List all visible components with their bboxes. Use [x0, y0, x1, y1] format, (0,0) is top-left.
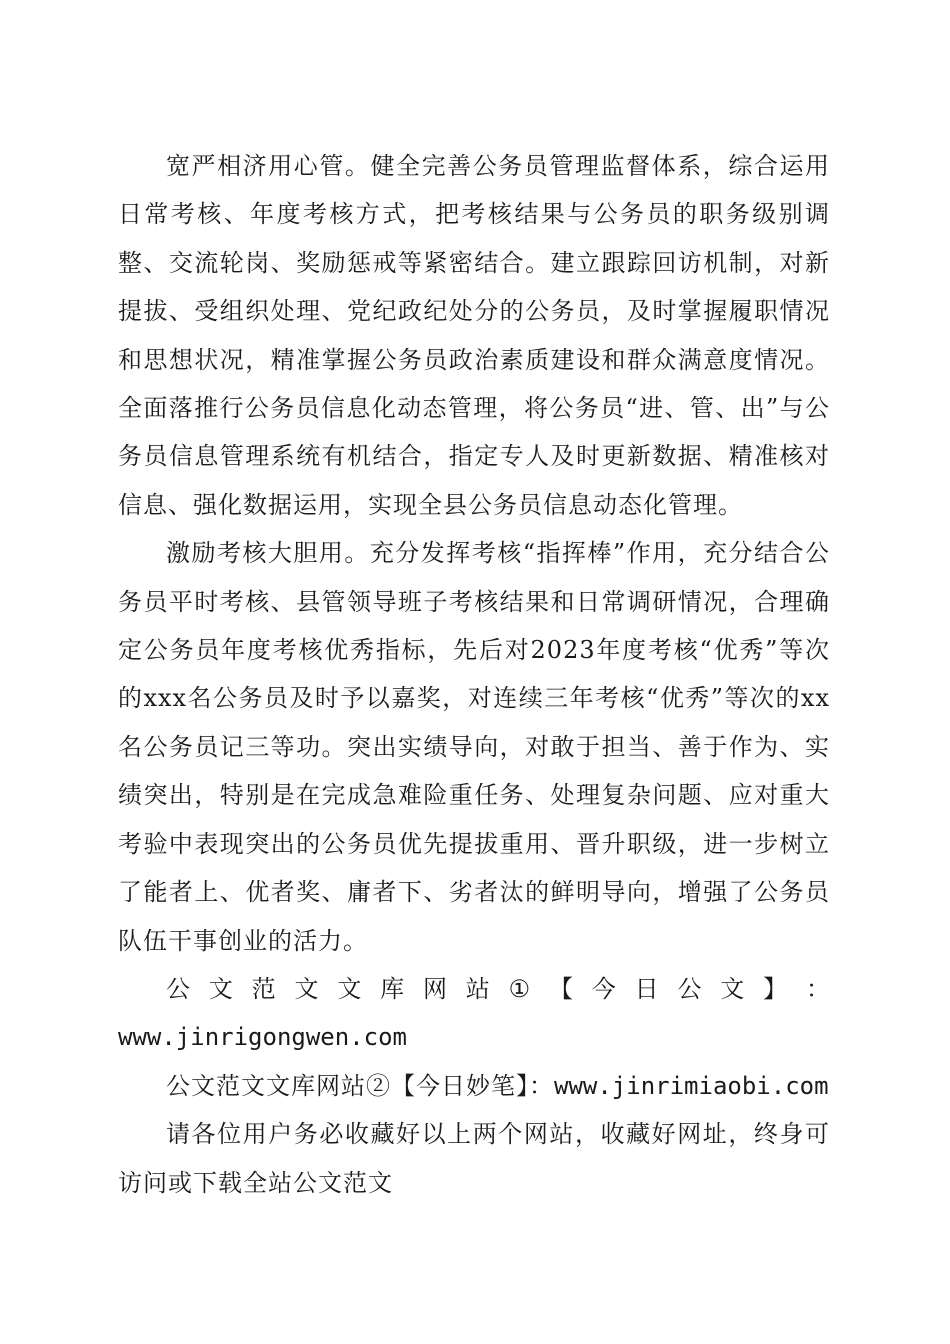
site-1-label-char: 】: [763, 974, 788, 1003]
site-1-label-char: 站: [465, 974, 490, 1003]
site-1-label: [118, 965, 830, 1013]
site-1-label-char: 公: [166, 974, 190, 1003]
paragraph-incentive-assessment: 激励考核大胆用。充分发挥考核“指挥棒”作用，充分结合公务员平时考核、县管领导班子考核结果和日常调研情况，合理确定公务员年度考核优秀指标，先后对2023年度考核“优秀”等次的xxx名公务员及时予以嘉奖，对连续三年考核“优秀”等次的xx名公务员记三等功。突出实绩导向，对敢于担当、善于作为、实绩突出，特别是在完成急难险重任务、处理复杂问题、应对重大考验中表现突出的公务员优先提拔重用、晋升职级，进一步树立了能者上、优者奖、庸者下、劣者汰的鲜明导向，增强了公务员队伍干事创业的活力。: [118, 539, 830, 955]
site-1-label-char: 范: [251, 974, 276, 1003]
site-1-label-char: 【: [548, 974, 573, 1003]
site-1-label-char: 网: [422, 974, 447, 1003]
site-1-url[interactable]: www.jinrigongwen.com: [118, 1023, 407, 1052]
site-1-label-char: 库: [380, 974, 405, 1003]
site-2-url[interactable]: www.jinrimiaobi.com: [554, 1071, 829, 1100]
site-1-label-char: 文: [294, 974, 319, 1003]
site-2-label: 公文范文文库网站②【今日妙笔】：: [166, 1071, 554, 1100]
site-1-label-char: 文: [208, 974, 233, 1003]
notice-paragraph: 请各位用户务必收藏好以上两个网站，收藏好网址，终身可访问或下载全站公文范文: [118, 1120, 830, 1197]
site-1-label-char: 今: [591, 974, 616, 1003]
site-1-line: [118, 965, 830, 1062]
site-1-label-char: ：: [805, 974, 830, 1003]
document-page: [118, 142, 830, 1207]
site-1-label-char: 日: [634, 974, 659, 1003]
site-1-label-char: 文: [720, 974, 745, 1003]
site-1-label-char: 文: [337, 974, 362, 1003]
site-2-line: [118, 1062, 830, 1110]
site-1-label-char: 公: [677, 974, 702, 1003]
paragraph-strict-management: 宽严相济用心管。健全完善公务员管理监督体系，综合运用日常考核、年度考核方式，把考核结果与公务员的职务级别调整、交流轮岗、奖励惩戒等紧密结合。建立跟踪回访机制，对新提拔、受组织处理、党纪政纪处分的公务员，及时掌握履职情况和思想状况，精准掌握公务员政治素质建设和群众满意度情况。全面落推行公务员信息化动态管理，将公务员“进、管、出”与公务员信息管理系统有机结合，指定专人及时更新数据、精准核对信息、强化数据运用，实现全县公务员信息动态化管理。: [118, 152, 830, 519]
site-1-label-char: ①: [508, 974, 531, 1003]
